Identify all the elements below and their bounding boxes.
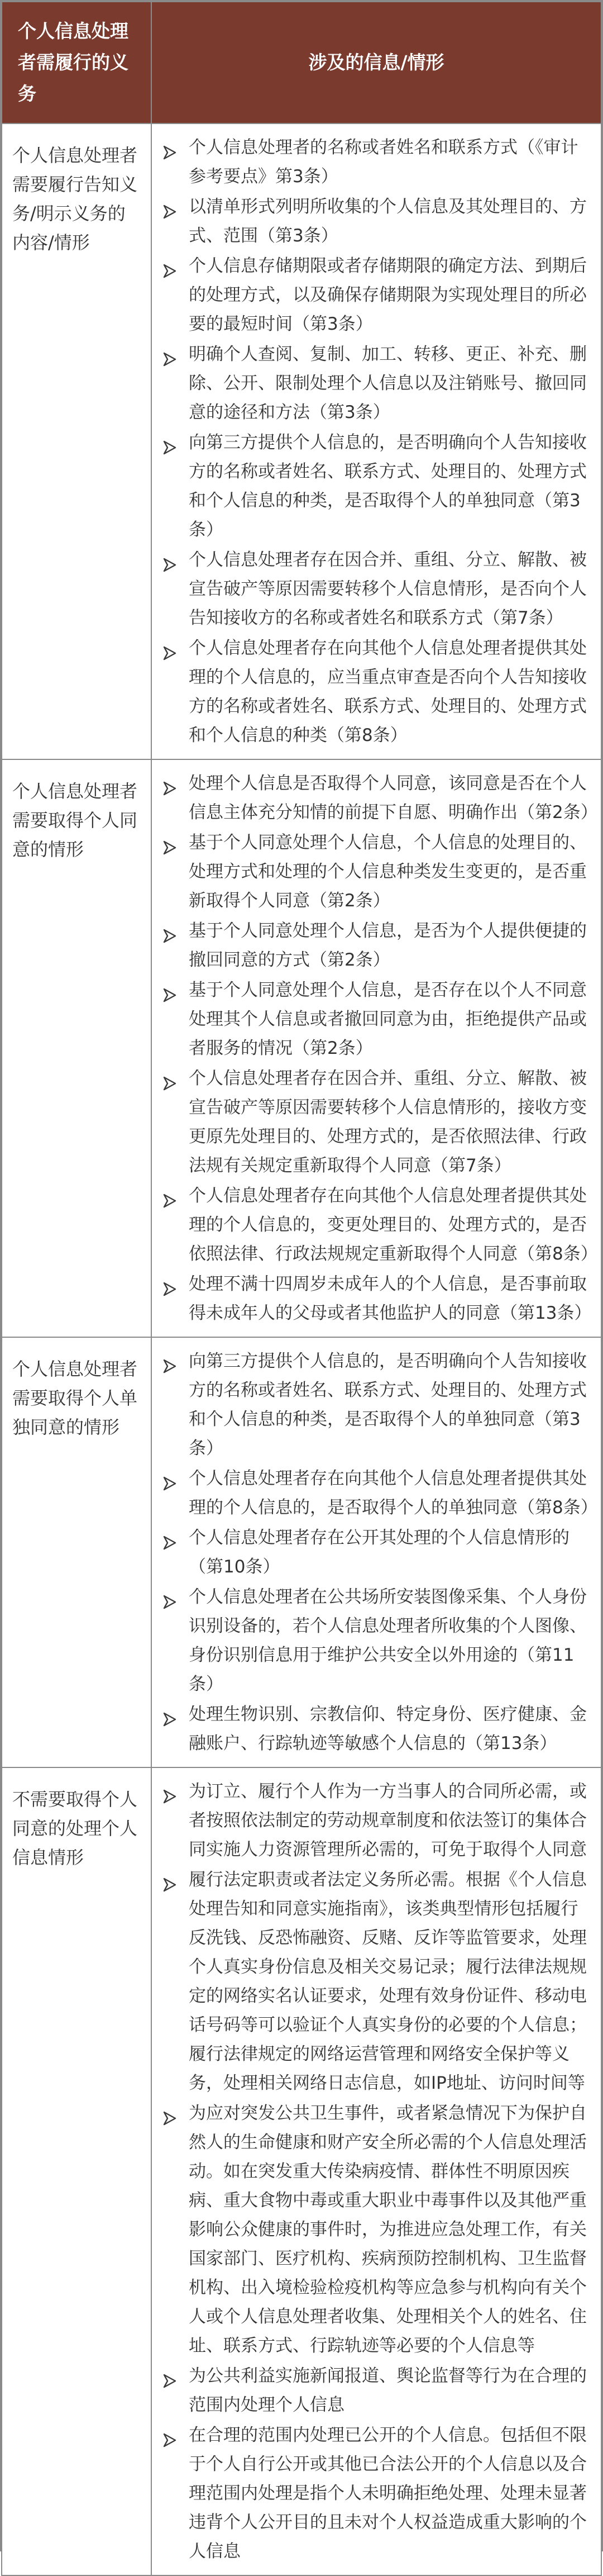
list-item [161, 1181, 598, 1268]
list-item-text: 为应对突发公共卫生事件，或者紧急情况下为保护自然人的生命健康和财产安全所必需的个人信息处理活动。如在突发重大传染病疫情、群体性不明原因疾病、重大食物中毒或重大职业中毒事件以及其他严重影响公众健康的事件时，为推进应急处理工作，有关国家部门、医疗机构、疾病预防控制机构、卫生监督机构、出入境检验检疫机构等应急参与机构向有关个人或个人信息处理者收集、处理相关个人的姓名、住址、联系方式、行踪轨迹等必要的个人信息等 [189, 2103, 587, 2356]
obligation-category: 个人信息处理者需要取得个人单独同意的情形 [2, 1337, 151, 1767]
list-item-text: 明确个人查阅、复制、加工、转移、更正、补充、删除、公开、限制处理个人信息以及注销账号、撤回同意的途径和方法（第3条） [189, 344, 587, 422]
arrow-bullet-icon [162, 835, 178, 851]
list-item [161, 133, 595, 191]
situation-list [161, 769, 598, 1328]
obligations-table [1, 1, 602, 2576]
arrow-bullet-icon [162, 1277, 178, 1292]
list-item-text: 向第三方提供个人信息的，是否明确向个人告知接收方的名称或者姓名、联系方式、处理目的、处理方式和个人信息的种类，是否取得个人的单独同意（第3条） [189, 432, 587, 540]
list-item-text: 个人信息处理者存在向其他个人信息处理者提供其处理的个人信息的，变更处理目的、处理方式的，是否依照法律、行政法规规定重新取得个人同意（第8条） [189, 1186, 598, 1264]
list-item-text: 基于个人同意处理个人信息，个人信息的处理目的、处理方式和处理的个人信息种类发生变更的，是否重新取得个人同意（第2条） [189, 833, 587, 911]
obligation-category: 个人信息处理者需要取得个人同意的情形 [2, 759, 151, 1337]
arrow-bullet-icon [162, 1707, 178, 1723]
list-item-text: 为订立、履行个人作为一方当事人的合同所必需，或者按照依法制定的劳动规章制度和依法签订的集体合同实施人力资源管理所必需的，可免于取得个人同意 [189, 1781, 587, 1860]
list-item [161, 1700, 595, 1758]
list-item-text: 个人信息处理者的名称或者姓名和联系方式（《审计参考要点》第3条） [189, 137, 578, 187]
arrow-bullet-icon [162, 140, 178, 156]
list-item-text: 基于个人同意处理个人信息，是否存在以个人不同意处理其个人信息或者撤回同意为由，拒绝提供产品或者服务的情况（第2条） [189, 980, 587, 1058]
situation-list [161, 1347, 598, 1758]
situation-cell [151, 1337, 601, 1767]
header-info-situations: 涉及的信息/情形 [151, 2, 601, 123]
list-item [161, 251, 595, 339]
list-item [161, 545, 595, 633]
arrow-bullet-icon [162, 1471, 178, 1487]
list-item-text: 个人信息处理者存在向其他个人信息处理者提供其处理的个人信息的，是否取得个人的单独同意（第8条） [189, 1468, 598, 1518]
arrow-bullet-icon [162, 2369, 178, 2384]
list-item-text: 以清单形式列明所收集的个人信息及其处理目的、方式、范围（第3条） [189, 197, 587, 246]
table-row [2, 123, 601, 759]
arrow-bullet-icon [162, 1872, 178, 1888]
obligation-category: 个人信息处理者需要履行告知义务/明示义务的内容/情形 [2, 123, 151, 759]
arrow-bullet-icon [162, 2428, 178, 2444]
list-item [161, 976, 595, 1063]
list-item [161, 1270, 595, 1328]
list-item [161, 2361, 595, 2420]
list-item-text: 个人信息处理者在公共场所安装图像采集、个人身份识别设备的，若个人信息处理者所收集的个人图像、身份识别信息用于维护公共安全以外用途的（第11条） [189, 1587, 587, 1694]
list-item [161, 1347, 595, 1463]
situation-cell [151, 1767, 601, 2575]
situation-cell [151, 759, 601, 1337]
list-item-text: 处理不满十四周岁未成年人的个人信息，是否事前取得未成年人的父母或者其他监护人的同意（第13条） [189, 1274, 592, 1323]
obligation-category: 不需要取得个人同意的处理个人信息情形 [2, 1767, 151, 2575]
table-header-row [2, 2, 601, 123]
list-item-text: 个人信息处理者存在因合并、重组、分立、解散、被宣告破产等原因需要转移个人信息情形，是否向个人告知接收方的名称或者姓名和联系方式（第7条） [189, 550, 587, 628]
list-item-text: 个人信息存储期限或者存储期限的确定方法、到期后的处理方式，以及确保存储期限为实现处理目的所必要的最短时间（第3条） [189, 256, 587, 334]
table-row [2, 759, 601, 1337]
arrow-bullet-icon [162, 1531, 178, 1546]
list-item-text: 处理个人信息是否取得个人同意，该同意是否在个人信息主体充分知情的前提下自愿、明确作出（第2条） [189, 773, 598, 823]
list-item [161, 1582, 595, 1699]
situation-list [161, 1777, 595, 2566]
header-obligation: 个人信息处理者需履行的义务 [2, 2, 151, 123]
arrow-bullet-icon [162, 641, 178, 657]
arrow-bullet-icon [162, 776, 178, 792]
arrow-bullet-icon [162, 347, 178, 363]
list-item-text: 个人信息处理者存在公开其处理的个人信息情形的（第10条） [189, 1528, 570, 1577]
list-item-text: 基于个人同意处理个人信息，是否为个人提供便捷的撤回同意的方式（第2条） [189, 921, 587, 970]
list-item [161, 340, 595, 427]
list-item [161, 1777, 595, 1864]
list-item [161, 2421, 595, 2566]
list-item-text: 在合理的范围内处理已公开的个人信息。包括但不限于个人自行公开或其他已合法公开的个人信息以及合理范围内处理是指个人未明确拒绝处理、处理未显著违背个人公开目的且未对个人权益造成重大影响的个人信息 [189, 2425, 587, 2561]
list-item [161, 916, 595, 975]
list-item [161, 634, 595, 750]
arrow-bullet-icon [162, 924, 178, 939]
list-item-text: 处理生物识别、宗教信仰、特定身份、医疗健康、金融账户、行踪轨迹等敏感个人信息的（第13条） [189, 1704, 587, 1753]
list-item [161, 192, 595, 250]
arrow-bullet-icon [162, 983, 178, 999]
arrow-bullet-icon [162, 1784, 178, 1800]
list-item-text: 个人信息处理者存在因合并、重组、分立、解散、被宣告破产等原因需要转移个人信息情形的，接收方变更原先处理目的、处理方式的，是否依照法律、行政法规有关规定重新取得个人同意（第7条） [189, 1068, 587, 1176]
arrow-bullet-icon [162, 1189, 178, 1204]
table-row [2, 1337, 601, 1767]
list-item [161, 1523, 595, 1581]
arrow-bullet-icon [162, 1590, 178, 1605]
table-body [2, 123, 601, 2575]
list-item [161, 1464, 598, 1522]
list-item-text: 为公共利益实施新闻报道、舆论监督等行为在合理的范围内处理个人信息 [189, 2366, 587, 2415]
arrow-bullet-icon [162, 259, 178, 274]
situation-list [161, 133, 595, 750]
table-row [2, 1767, 601, 2575]
situation-cell [151, 123, 601, 759]
list-item-text: 履行法定职责或者法定义务所必需。根据《个人信息处理告知和同意实施指南》，该类典型情形包括履行反洗钱、反恐怖融资、反赌、反诈等监管要求，处理个人真实身份信息及相关交易记录；履行法律法规规定的网络实名认证要求，处理有效身份证件、移动电话号码等可以验证个人真实身份的必要的个人信息；履行法律规定的网络运营管理和网络安全保护等义务，处理相关网络日志信息，如IP地址、访问时间等 [189, 1870, 587, 2093]
list-item [161, 428, 595, 544]
list-item [161, 828, 595, 915]
arrow-bullet-icon [162, 199, 178, 215]
list-item [161, 769, 598, 827]
list-item [161, 2099, 595, 2360]
list-item [161, 1865, 595, 2098]
list-item-text: 向第三方提供个人信息的，是否明确向个人告知接收方的名称或者姓名、联系方式、处理目的、处理方式和个人信息的种类，是否取得个人的单独同意（第3条） [189, 1351, 587, 1458]
list-item [161, 1064, 595, 1180]
arrow-bullet-icon [162, 1354, 178, 1370]
arrow-bullet-icon [162, 1071, 178, 1087]
arrow-bullet-icon [162, 2106, 178, 2122]
arrow-bullet-icon [162, 553, 178, 568]
list-item-text: 个人信息处理者存在向其他个人信息处理者提供其处理的个人信息的，应当重点审查是否向个人告知接收方的名称或者姓名、联系方式、处理目的、处理方式和个人信息的种类（第8条） [189, 638, 587, 745]
arrow-bullet-icon [162, 435, 178, 451]
